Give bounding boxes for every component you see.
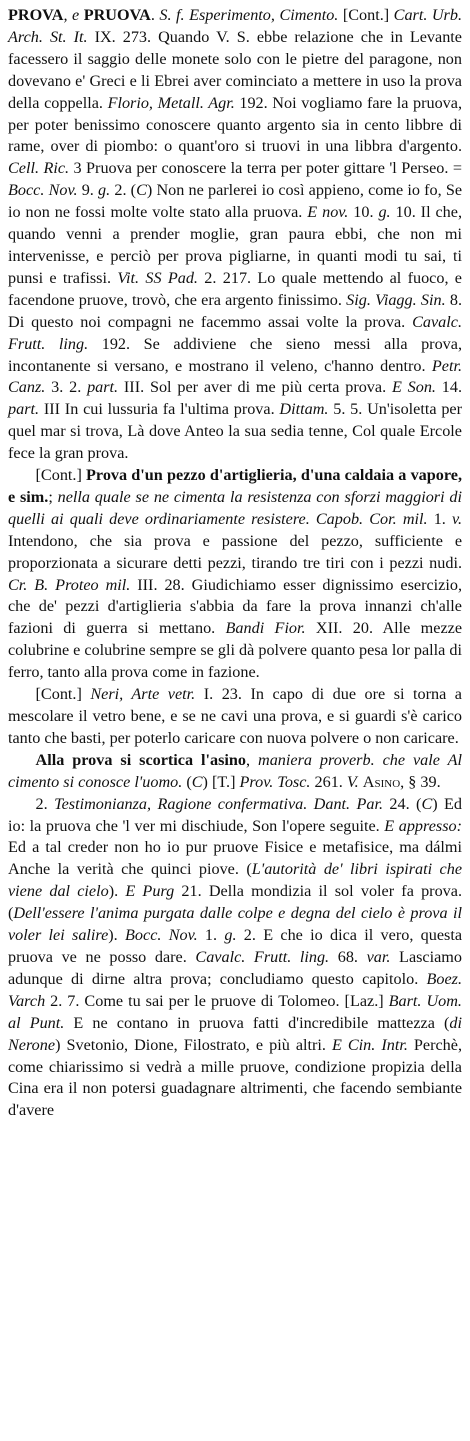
italic-text: C <box>191 772 203 791</box>
body-text: ) Ed io: la pruova che 'l ver mi dischiude, Son l'opere seguite. <box>8 794 463 835</box>
body-text: III. Sol per aver di me più certa prova. <box>118 378 392 397</box>
body-text: [Cont.] <box>338 6 394 24</box>
italic-text: g. <box>98 181 111 200</box>
italic-text: Boez. Varch <box>8 969 462 1010</box>
italic-text: C <box>136 181 147 200</box>
italic-text: Dell'essere l'anima purgata dalle colpe e degna del cielo è prova il voler lei salire <box>8 904 462 945</box>
italic-text: C <box>421 794 433 813</box>
body-text: 2. 7. Come tu sai per le pruove di Tolomeo. [Laz.] <box>45 991 389 1010</box>
body-text: III. 28. Giudichiamo esser dignissimo esercizio, che de' pezzi d'artiglieria s'abbia da fare la prova innanzi ch'alle fazioni di guerra si mettano. <box>8 575 462 638</box>
headword: Prova d'un pezzo d'artiglieria, d'una caldaia a vapore, e sim. <box>8 466 462 506</box>
body-text: Ed a tal creder non ho io pur pruove Fisice e metafisice, ma dálmi Anche la verità che quinci piove. ( <box>8 838 462 879</box>
entry-paragraph-asino <box>8 750 462 794</box>
body-text: ) [T.] <box>202 772 240 791</box>
body-text: 2. <box>35 794 55 813</box>
body-text: I. 23. In capo di due ore si torna a mescolare il vetro bene, e se ne cavi una prova, e si guardi s'è carico tanto che basti, per poterlo caricare con nuova polvere o non caricare. <box>8 685 462 747</box>
body-text: 1. <box>197 926 225 945</box>
entry-paragraph-artiglieria <box>8 465 462 684</box>
italic-text: Testimonianza, Ragione confermativa. Dant. Par. <box>54 794 384 813</box>
italic-text: Bandi Fior. <box>225 619 306 638</box>
entry-paragraph-testimonianza <box>8 794 462 1123</box>
italic-text: Dittam. <box>279 400 329 419</box>
body-text: , § 39. <box>400 772 441 791</box>
italic-text: Bocc. Nov. <box>125 926 198 945</box>
body-text: 2. 217. Lo quale mettendo al fuoco, e facendone pruove, trovò, che era argento finissimo. <box>8 268 462 309</box>
body-text: III In cui lussuria fa l'ultima prova. <box>39 400 280 419</box>
body-text: ). <box>108 882 126 901</box>
body-text: 3. 2. <box>45 378 88 397</box>
italic-text: L'autorità de' libri ispirati che viene dal cielo <box>8 860 463 901</box>
italic-text: Bart. Uom. al Punt. <box>8 991 462 1032</box>
body-text: 192. Noi vogliamo fare la pruova, per poter benissimo conoscere quanto argento sia in cento libbre di rame, over di piombo: o quant'oro si truovi in una libbra d'argento. <box>8 93 462 156</box>
italic-text: Neri, Arte vetr. <box>90 685 196 704</box>
italic-text: e <box>72 6 80 24</box>
italic-text: Petr. Canz. <box>8 356 462 397</box>
italic-text: g. <box>224 926 237 945</box>
body-text: . <box>150 6 160 24</box>
italic-text: Cart. Urb. Arch. St. It. <box>8 6 462 46</box>
body-text: 68. <box>329 947 367 966</box>
body-text: ) Non ne parlerei io così appieno, come io fo, Se io non ne fossi molte volte stato alla pruova. <box>8 181 463 222</box>
body-text: IX. 273. Quando V. S. ebbe relazione che in Levante facessero il saggio delle monete solo con le pietre del paragone, non dovevano e' Greci e li Ebrei aver cominciato a mettere in uso la prova della coppella. <box>8 27 462 112</box>
body-text: 5. 5. Un'isoletta per quel mar si trova, Là dove Anteo la sua sedia tenne, Col quale Ercole fece la gran prova. <box>8 400 463 463</box>
body-text: ) Svetonio, Dione, Filostrato, e più altri. <box>55 1035 332 1054</box>
italic-text: Bocc. Nov. <box>8 181 78 200</box>
body-text: XII. 20. Alle mezze colubrine e colubrine sempre se gli dà polvere quanto pesa lor palla di ferro, tanto alla prova come in fazione. <box>8 619 463 682</box>
body-text: Intendono, che sia prova e passione del pezzo, sufficiente e proporzionata a sicurare detti pezzi, tirando tre tiri con i pezzi nudi. <box>8 531 462 572</box>
body-text: E ne contano in pruova fatti d'incredibile mattezza ( <box>64 1013 450 1032</box>
body-text: 2. ( <box>110 181 137 200</box>
italic-text: var. <box>366 947 391 966</box>
body-text: ; <box>48 487 58 506</box>
italic-text: Florio, Metall. Agr. <box>107 93 235 112</box>
body-text: [Cont.] <box>35 466 87 485</box>
body-text: ). <box>108 926 126 945</box>
body-text: Perchè, come chiarissimo si vedrà a mille pruove, condizione propizia della Cina era il non potersi guadagnare altrimenti, che facendo sembiante d'avere <box>8 1035 463 1120</box>
body-text: 192. Se addiviene che sieno messi alla prova, incontanente si versano, e mostrano il veleno, c'hanno dentro. <box>8 334 462 375</box>
body-text: 24. ( <box>383 794 422 813</box>
small-caps-ref: Asino <box>362 772 401 791</box>
italic-text: E Purg <box>125 882 175 901</box>
body-text: , <box>246 750 259 769</box>
italic-text: Prov. Tosc. <box>239 772 311 791</box>
italic-text: maniera proverb. che vale Al cimento si conosce l'uomo. <box>8 750 462 791</box>
italic-text: di Nerone <box>8 1013 462 1054</box>
italic-text: E nov. <box>307 203 349 222</box>
body-text: 3 Pruova per conoscere la terra per poter gittare 'l Perseo. = <box>69 159 462 178</box>
italic-text: E Cin. Intr. <box>331 1035 408 1054</box>
italic-text: Cavalc. Frutt. ling. <box>195 947 330 966</box>
italic-text: Sig. Viagg. Sin. <box>346 290 446 309</box>
italic-text: V. <box>346 772 359 791</box>
italic-text: Cr. B. Proteo mil. <box>8 575 131 594</box>
body-text: 21. Della mondizia il sol voler fa prova. ( <box>8 882 462 923</box>
body-text: ( <box>182 772 192 791</box>
italic-text: part. <box>87 378 119 397</box>
body-text: [Cont.] <box>35 685 91 704</box>
headword: PROVA <box>8 6 64 24</box>
entry-paragraph-neri <box>8 684 462 750</box>
italic-text: Vit. SS Pad. <box>117 268 198 287</box>
body-text: 10. Il che, quando venni a prender moglie, gran paura ebbi, che non mi intervenisse, e perciò per prova pigliarne, in quanti modi tu sai, ti punsi e trafissi. <box>8 203 463 287</box>
italic-text: Cavalc. Frutt. ling. <box>8 312 462 353</box>
italic-text: part. <box>8 400 40 419</box>
body-text: Lasciamo adunque di dirne altra prova; concludiamo questo capitolo. <box>8 947 462 988</box>
italic-text: E appresso: <box>384 816 462 835</box>
body-text: 10. <box>348 203 379 222</box>
body-text: 2. E che io dica il vero, questa pruova ve ne posso dare. <box>8 926 463 966</box>
body-text: 9. <box>77 181 99 200</box>
italic-text: v. <box>451 509 463 528</box>
italic-text: S. f. Esperimento, Cimento. <box>159 6 339 24</box>
entry-paragraph-entry-head <box>8 5 462 465</box>
body-text: 261. <box>310 772 347 791</box>
headword: Alla prova si scortica l'asino <box>35 750 247 769</box>
body-text: 1. <box>427 509 452 528</box>
italic-text: Cell. Ric. <box>8 159 70 178</box>
italic-text: , <box>63 6 73 24</box>
body-text: 14. <box>435 378 463 397</box>
italic-text: E Son. <box>391 378 436 397</box>
italic-text: nella quale se ne cimenta la resistenza con sforzi maggiori di quelli ai quali deve ordinariamente resistere. Capob. Cor. mil. <box>8 487 462 528</box>
italic-text: g. <box>378 203 391 222</box>
headword: PRUOVA <box>83 6 151 24</box>
body-text: 8. Di questo noi compagni ne facemmo assai volte la prova. <box>8 290 463 331</box>
